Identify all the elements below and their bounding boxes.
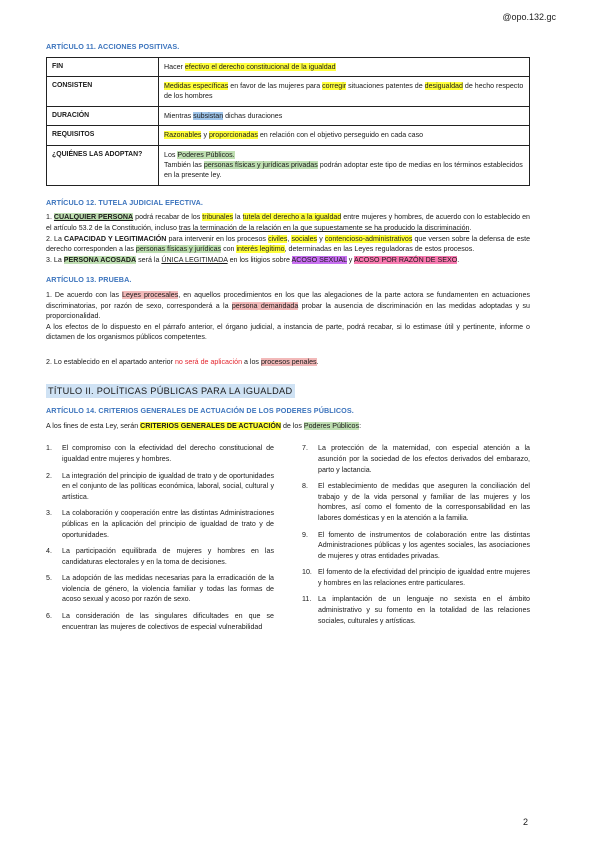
text: Hacer <box>164 62 185 71</box>
highlight: persona demandada <box>231 301 299 310</box>
item-text: El fomento de instrumentos de colaboración entre las distintas Administraciones públicas y los agentes sociales, las asociaciones de mujeres y otras entidades privadas. <box>318 530 530 560</box>
item-text: La participación equilibrada de mujeres y hombres en las candidaturas electorales y en la toma de decisiones. <box>62 547 274 566</box>
underlined: ÚNICA LEGITIMADA <box>161 255 228 264</box>
item-number: 4. <box>46 547 52 556</box>
text: la <box>233 213 243 222</box>
row-value <box>159 57 530 76</box>
red-text: no será de aplicación <box>174 357 243 366</box>
highlight: civiles <box>268 234 288 243</box>
table-row-consisten <box>47 77 530 107</box>
item-number: 9. <box>302 530 308 539</box>
article-13-paragraph-1 <box>46 290 530 322</box>
text: de hecho respecto de los hombres <box>164 82 524 101</box>
text: podrá recabar de los <box>133 213 203 222</box>
article-12-paragraph-1 <box>46 212 530 233</box>
highlight: desigualdad <box>424 82 463 90</box>
item-number: 2. <box>46 471 52 480</box>
table-row-requisitos <box>47 126 530 145</box>
text: en relación con el objetivo perseguido en cada caso <box>257 131 424 140</box>
highlight: subsistan <box>193 111 224 120</box>
text: para intervenir en los procesos <box>166 234 269 243</box>
text: entre mujeres y hombres, de acuerdo con lo establecido en el artículo 53.2 de la Constitución, incluso <box>46 213 530 233</box>
bold: CAPACIDAD Y LEGITIMACIÓN <box>64 234 167 243</box>
text: que versen sobre la defensa de este derecho corresponden a las <box>46 234 531 254</box>
list-item <box>302 481 530 523</box>
highlight: Razonables <box>164 131 202 140</box>
text: Los <box>164 150 178 159</box>
item-text: La consideración de las singulares dificultades en que se encuentran las mujeres de colectivos de especial vulnerabilidad <box>62 612 274 631</box>
text: y <box>317 234 325 243</box>
list-item <box>46 508 274 540</box>
list-item <box>46 611 274 632</box>
text: : <box>359 421 362 430</box>
text: y <box>346 255 354 264</box>
author-handle: @opo.132.gc <box>502 12 556 22</box>
highlight: sociales <box>291 234 318 243</box>
highlight: personas físicas y jurídicas privadas <box>203 161 318 170</box>
highlight: proporcionadas <box>208 131 258 140</box>
article-12-paragraph-2 <box>46 234 530 255</box>
article-13-paragraph-2 <box>46 357 530 368</box>
row-label: CONSISTEN <box>47 77 159 107</box>
list-item <box>46 471 274 503</box>
table-row-quienes <box>47 145 530 185</box>
item-number: 10. <box>302 568 312 577</box>
row-label: FIN <box>47 57 159 76</box>
text: de los <box>280 421 304 430</box>
list-item <box>46 443 274 464</box>
row-value <box>159 77 530 107</box>
text: 2. La <box>46 234 65 243</box>
row-value <box>159 126 530 145</box>
criteria-columns <box>46 443 530 638</box>
list-item <box>46 573 274 605</box>
list-item <box>46 546 274 567</box>
highlight: CRITERIOS GENERALES DE ACTUACIÓN <box>140 421 281 430</box>
text: . <box>457 255 460 264</box>
highlight: CUALQUIER PERSONA <box>53 213 134 222</box>
highlight: Leyes procesales <box>122 291 179 299</box>
acciones-positivas-table <box>46 57 530 186</box>
item-text: La protección de la maternidad, con especial atención a la asunción por la sociedad de los efectos derivados del embarazo, parto y lactancia. <box>318 444 530 474</box>
item-text: El fomento de la efectividad del principio de igualdad entre mujeres y hombres en las relaciones entre particulares. <box>318 568 530 587</box>
article-11-title: ARTÍCULO 11. ACCIONES POSITIVAS. <box>46 42 180 51</box>
highlight: ACOSO SEXUAL <box>291 255 347 264</box>
text: Mientras <box>164 111 194 120</box>
item-text: El compromiso con la efectividad del derecho constitucional de igualdad entre mujeres y hombres. <box>62 444 274 463</box>
article-14-intro <box>46 421 530 432</box>
highlight: ACOSO POR RAZÓN DE SEXO <box>353 255 458 264</box>
item-number: 1. <box>46 444 52 453</box>
text: . <box>469 224 472 233</box>
highlight: Poderes Públicos <box>303 421 360 430</box>
item-number: 11. <box>302 595 312 604</box>
list-item <box>302 530 530 562</box>
item-number: 5. <box>46 574 52 583</box>
text: situaciones patentes de <box>346 82 425 90</box>
highlight: Poderes Públicos. <box>177 150 235 159</box>
row-label: ¿QUIÉNES LAS ADOPTAN? <box>47 145 159 185</box>
list-item <box>302 567 530 588</box>
highlight: efectivo el derecho constitucional de la igualdad <box>184 62 336 71</box>
text: 2. Lo establecido en el apartado anterior <box>46 357 175 366</box>
table-row-duracion <box>47 106 530 125</box>
criteria-column-left <box>46 443 274 638</box>
underlined: tras la terminación de la relación en la que supuestamente se ha producido la discriminación <box>178 224 470 233</box>
highlight: PERSONA ACOSADA <box>63 255 137 264</box>
text: y <box>201 131 209 140</box>
criteria-column-right <box>302 443 530 638</box>
text: , <box>287 234 292 243</box>
highlight: procesos penales <box>260 357 317 366</box>
highlight: interés legítimo <box>236 245 285 254</box>
item-number: 6. <box>46 612 52 621</box>
row-value <box>159 106 530 125</box>
list-item <box>302 594 530 626</box>
highlight: corregir <box>322 82 347 90</box>
highlight: tribunales <box>202 213 234 222</box>
article-13-paragraph-1b: A los efectos de lo dispuesto en el párrafo anterior, el órgano judicial, a instancia de parte, podrá recabar, si lo estimase útil y pertinente, informe o dictamen de los organismos públicos competentes. <box>46 322 530 342</box>
highlight: personas físicas y jurídicas <box>135 245 222 254</box>
highlight: tutela del derecho a la igualdad <box>242 213 342 222</box>
item-number: 7. <box>302 444 308 453</box>
titulo-ii-heading: TÍTULO II. POLÍTICAS PÚBLICAS PARA LA IGUALDAD <box>46 384 295 399</box>
text: También las <box>164 161 204 170</box>
item-text: La integración del principio de igualdad de trato y de oportunidades en el conjunto de las políticas económica, laboral, social, cultural y artística. <box>62 471 274 501</box>
item-text: La implantación de un lenguaje no sexista en el ámbito administrativo y su fomento en la totalidad de las relaciones sociales, culturales y artísticas. <box>318 595 530 625</box>
article-13-title: ARTÍCULO 13. PRUEBA. <box>46 275 132 285</box>
highlight: contencioso-administrativos <box>324 234 413 243</box>
text: A los fines de esta Ley, serán <box>46 421 141 430</box>
article-12-title: ARTÍCULO 12. TUTELA JUDICIAL EFECTIVA. <box>46 197 204 207</box>
article-12-paragraph-3 <box>46 255 530 266</box>
item-text: La adopción de las medidas necesarias para la erradicación de la violencia de género, la violencia familiar y todas las formas de acoso sexual y acoso por razón de sexo. <box>62 574 274 604</box>
table-row-fin <box>47 57 530 76</box>
text: . <box>316 357 319 366</box>
item-number: 8. <box>302 482 308 491</box>
list-item <box>302 443 530 475</box>
text: a los <box>242 357 261 366</box>
text: con <box>221 245 237 254</box>
text: 1. De acuerdo con las <box>46 291 123 299</box>
item-text: La colaboración y cooperación entre las distintas Administraciones públicas en la aplicación del principio de igualdad de trato y de oportunidades. <box>62 509 274 539</box>
item-number: 3. <box>46 509 52 518</box>
row-value <box>159 145 530 185</box>
row-label: DURACIÓN <box>47 106 159 125</box>
text: probar la ausencia de discriminación en las medidas adoptadas y su proporcionalidad. <box>46 301 531 321</box>
row-label: REQUISITOS <box>47 126 159 145</box>
text: será la <box>136 255 162 264</box>
text: , en aquellos procedimientos en los que las alegaciones de la parte actora se fundamenten en actuaciones discriminatorias, por razón de sexo, corresponderá a la <box>46 291 530 310</box>
document-page <box>46 42 530 638</box>
text: podrán adoptar este tipo de medias en los términos establecidos en la presente ley. <box>164 161 523 180</box>
item-text: El establecimiento de medidas que aseguren la conciliación del trabajo y de la vida personal y familiar de las mujeres y los hombres, así como el fomento de la corresponsabilidad en las labores domésticas y en la atención a la familia. <box>318 482 530 522</box>
text: en los litigios sobre <box>227 255 292 264</box>
highlight: Medidas específicas <box>164 82 229 90</box>
article-14-title: ARTÍCULO 14. CRITERIOS GENERALES DE ACTUACIÓN DE LOS PODERES PÚBLICOS. <box>46 406 354 416</box>
text: , determinadas en las Leyes reguladoras de estos procesos. <box>284 245 475 254</box>
text: en favor de las mujeres para <box>228 82 323 90</box>
text: dichas duraciones <box>223 111 283 120</box>
page-number: 2 <box>522 817 528 828</box>
text: 1. <box>46 213 54 222</box>
text: 3. La <box>46 255 64 264</box>
